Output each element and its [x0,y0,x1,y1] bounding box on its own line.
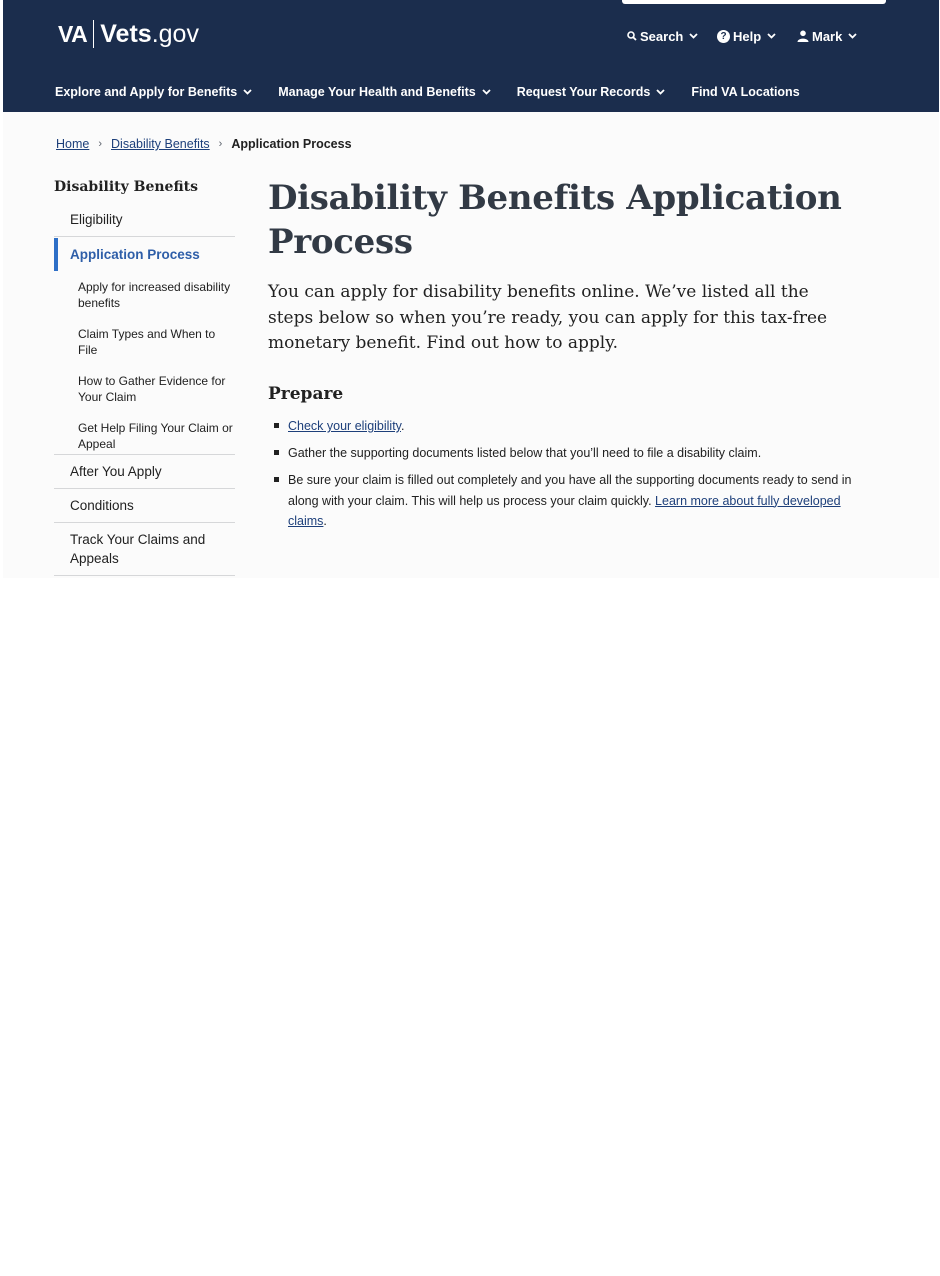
chevron-down-icon [689,31,698,42]
breadcrumb-disability-link[interactable]: Disability Benefits [111,137,210,151]
nav-item-label: Find VA Locations [691,85,800,99]
intro-text: You can apply for disability benefits online. We’ve listed all the steps below so when you’re ready, you can apply for this tax-free monetary benefit. Find out how to apply. [268,282,828,353]
site-header [3,0,939,112]
nav-explore-apply[interactable] [55,85,252,99]
main-content [268,176,868,528]
user-menu-label: Mark [812,28,843,44]
nav-item-label: Request Your Records [516,85,651,99]
user-icon [797,30,809,42]
search-dropdown-edge [622,0,886,4]
help-menu-label: Help [733,28,762,44]
side-navigation [54,176,235,576]
va-logo-text: VA [58,20,88,47]
list-item-punctuation: . [323,514,327,528]
nav-request-records[interactable] [517,85,666,99]
user-menu-button[interactable] [797,26,857,46]
list-item: Gather the supporting documents listed below that you’ll need to file a disability claim. [268,443,858,464]
vets-logo-text: Vets [100,19,152,48]
search-menu-button[interactable] [627,26,698,46]
sidenav-item-after-you-apply[interactable]: After You Apply [54,455,235,489]
breadcrumb [56,137,352,151]
gov-logo-text: .gov [151,19,199,48]
sidenav-item-track-claims[interactable]: Track Your Claims and Appeals [54,523,235,576]
list-item-text: Be sure your claim is filled out completely and you have all the supporting documents ready to send in along with your claim. This will help us process your claim quickly. [288,473,852,508]
breadcrumb-separator-icon: › [98,138,103,150]
sidenav-item-eligibility[interactable]: Eligibility [54,202,235,237]
search-menu-label: Search [640,28,684,44]
sidenav-subitem-increased[interactable]: Apply for increased disability benefits [78,280,231,310]
list-item-punctuation: . [401,419,405,433]
check-eligibility-link[interactable]: Check your eligibility [288,419,402,433]
page-title: Disability Benefits Application Process [268,178,842,262]
search-icon [627,31,637,41]
main-navigation [55,82,826,102]
chevron-down-icon [767,31,776,42]
chevron-down-icon [848,31,857,42]
sidenav-subitem-get-help[interactable]: Get Help Filing Your Claim or Appeal [54,420,235,455]
prepare-list [268,416,858,538]
sidenav-heading[interactable]: Disability Benefits [54,179,198,195]
list-item [268,416,858,437]
help-menu-button[interactable] [717,26,776,46]
breadcrumb-current: Application Process [231,137,352,151]
sidenav-subitem-claim-types[interactable]: Claim Types and When to File [78,327,216,357]
chevron-down-icon [243,87,252,98]
chevron-down-icon [482,87,491,98]
logo-divider [93,20,94,48]
fully-developed-claims-link[interactable]: Learn more about fully developed claims [288,493,841,528]
sidenav-item-conditions[interactable]: Conditions [54,489,235,523]
sidenav-subitem-gather-evidence[interactable]: How to Gather Evidence for Your Claim [78,374,226,404]
question-circle-icon: ? [717,30,730,43]
prepare-heading: Prepare [268,384,344,404]
list-item [268,470,858,532]
nav-item-label: Manage Your Health and Benefits [278,85,476,99]
va-vets-logo[interactable] [58,18,199,50]
nav-find-locations[interactable] [691,85,799,99]
chevron-down-icon [656,87,665,98]
nav-item-label: Explore and Apply for Benefits [55,85,238,99]
nav-manage-health[interactable] [278,85,491,99]
breadcrumb-separator-icon: › [218,138,223,150]
breadcrumb-home-link[interactable]: Home [56,137,90,151]
sidenav-item-application-process[interactable]: Application Process [54,238,235,271]
